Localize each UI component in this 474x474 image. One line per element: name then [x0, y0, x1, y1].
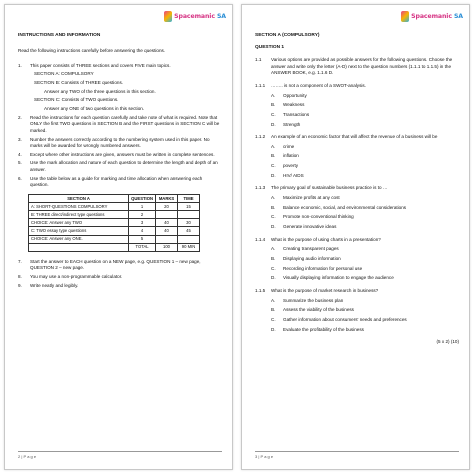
table-cell: CHOICE: Answer any TWO [29, 219, 129, 227]
table-cell: 30 [178, 219, 200, 227]
item-text [30, 152, 222, 159]
table-header-row [29, 195, 200, 203]
option-text: Recording information for personal use [283, 265, 363, 271]
answer-option [255, 307, 459, 314]
option-text: Assess the viability of the business [283, 307, 354, 313]
option-text: Visually displaying information to engage the audience [283, 275, 394, 281]
table-row [29, 227, 200, 235]
option-letter: A. [271, 195, 276, 201]
answer-option [255, 327, 459, 334]
instruction-item [18, 89, 222, 96]
option-text: poverty [283, 163, 299, 169]
answer-option [255, 224, 459, 231]
option-text: Maximize profits at any cost [283, 195, 340, 201]
table-cell: CHOICE: Answer any ONE. [29, 235, 129, 243]
brand-logo [401, 9, 463, 23]
option-letter: A. [271, 246, 276, 252]
answer-option [255, 298, 459, 305]
option-letter: B. [271, 204, 276, 210]
item-text [30, 274, 222, 281]
item-number: 1. [18, 62, 22, 68]
table-cell: 4 [129, 227, 156, 235]
question-block [255, 237, 459, 282]
table-cell: 1 [129, 203, 156, 211]
table-header-cell: SECTION A [29, 195, 129, 203]
page-footer: 2 | P a g e [18, 451, 222, 459]
table-row [29, 235, 200, 243]
question-text: An example of an economic factor that will affect the revenue of a business will be [271, 134, 438, 140]
question-row [255, 237, 459, 244]
item-line: SECTION A: COMPULSORY [34, 71, 94, 77]
item-line: Read the instructions for each question carefully and take note of what is required. Note that ONLY the first TWO questions in SECTION B and the FIRST questions in SECTION C will be marked. [30, 114, 220, 133]
answer-option [255, 163, 459, 170]
question-number: 1.1 [255, 56, 262, 62]
instruction-list-continued [18, 259, 222, 290]
section-heading: SECTION A (COMPULSORY) [255, 33, 320, 38]
option-letter: A. [271, 143, 276, 149]
question-1-1 [255, 57, 459, 77]
answer-option [255, 214, 459, 221]
question-text: The primary goal of sustainable business practice is to … [271, 185, 388, 191]
item-line: Use the table below as a guide for marking and time allocation when answering each question. [30, 175, 203, 188]
item-line: You may use a non-programmable calculator. [30, 274, 123, 280]
option-letter: C. [271, 265, 276, 271]
allocation-table [28, 194, 200, 252]
table-cell: 2 [129, 211, 156, 219]
mark-allocation: (5 x 2) (10) [436, 339, 459, 345]
question-text: …….. is not a component of a SWOT-analysis. [271, 82, 366, 88]
item-text [30, 283, 222, 290]
answer-option [255, 205, 459, 212]
question-block [255, 83, 459, 128]
item-line: SECTION B: Consists of THREE questions. [34, 79, 124, 85]
option-letter: D. [271, 121, 276, 127]
question-text: What is the purpose of market research in business? [271, 288, 379, 293]
question-heading: QUESTION 1 [255, 44, 285, 50]
table-row [29, 243, 200, 251]
item-line: Answer any ONE of two questions in this section. [44, 105, 145, 111]
table-cell: 90 MIN [178, 243, 200, 251]
question-list [255, 83, 459, 333]
option-text: Balance economic, social, and environmental considerations [283, 204, 407, 210]
option-text: inflation [283, 153, 299, 159]
instruction-item [18, 152, 222, 159]
item-text [34, 80, 222, 87]
question-block [255, 134, 459, 179]
option-letter: A. [271, 92, 276, 98]
option-letter: C. [271, 316, 276, 322]
option-letter: B. [271, 307, 276, 313]
table-cell: A: SHORT-QUESTIONS COMPULSORY [29, 203, 129, 211]
question-number: 1.1.5 [255, 288, 266, 293]
question-row [255, 185, 459, 192]
logo-text: Spacemanic [411, 12, 452, 20]
instruction-item [18, 63, 222, 70]
table-header-cell: MARKS [156, 195, 178, 203]
question-number: 1.1.1 [255, 82, 266, 88]
item-line: Start the answer to EACH question on a NEW page, e.g. QUESTION 1 – new page, QUESTION 2 – new page. [30, 258, 201, 271]
table-cell [156, 235, 178, 243]
item-line: Except where other instructions are given, answers must be written in complete sentences. [30, 151, 215, 157]
option-letter: B. [271, 256, 276, 262]
question-block [255, 288, 459, 333]
page-2 [4, 4, 233, 470]
answer-option [255, 317, 459, 324]
item-text [34, 71, 222, 78]
brand-logo [164, 9, 226, 23]
logo-icon [401, 11, 409, 22]
question-row [255, 83, 459, 90]
item-number: 3. [18, 136, 22, 142]
option-letter: D. [271, 172, 276, 178]
table-cell [178, 235, 200, 243]
question-number: 1.1.2 [255, 134, 266, 140]
table-cell: 5 [129, 235, 156, 243]
table-cell: B: THREE direct/indirect type questions [29, 211, 129, 219]
option-text: HIV/ AIDS [283, 172, 304, 178]
option-text: Creating transparent pages [283, 246, 339, 252]
item-number: 6. [18, 175, 22, 181]
answer-option [255, 246, 459, 253]
question-block [255, 185, 459, 230]
answer-option [255, 195, 459, 202]
item-text [44, 89, 222, 96]
item-text [30, 176, 222, 189]
answer-option [255, 102, 459, 109]
option-text: Generate innovative ideas [283, 224, 337, 230]
page-3-content [255, 33, 459, 346]
table-cell [29, 243, 129, 251]
table-row [29, 203, 200, 211]
instruction-item [18, 80, 222, 87]
instruction-item [18, 115, 222, 135]
table-row [29, 219, 200, 227]
answer-option [255, 112, 459, 119]
answer-option [255, 144, 459, 151]
table-row [29, 211, 200, 219]
option-letter: C. [271, 214, 276, 220]
instruction-list [18, 63, 222, 190]
option-letter: D. [271, 275, 276, 281]
option-text: crime [283, 143, 295, 149]
instruction-item [18, 176, 222, 189]
question-row [255, 134, 459, 141]
table-cell [178, 211, 200, 219]
question-number: 1.1.3 [255, 185, 266, 191]
table-cell: 100 [156, 243, 178, 251]
option-letter: C. [271, 111, 276, 117]
item-text [34, 97, 222, 104]
option-text: Promote non-conventional thinking [283, 214, 354, 220]
table-header-cell: TIME [178, 195, 200, 203]
page-heading: INSTRUCTIONS AND INFORMATION [18, 33, 101, 38]
table-cell: 20 [156, 203, 178, 211]
instruction-item [18, 97, 222, 104]
option-text: Gather information about consumers' needs and preferences [283, 316, 407, 322]
option-letter: C. [271, 163, 276, 169]
item-line: This paper consists of THREE sections and covers FIVE main topics. [30, 62, 171, 68]
item-number: 4. [18, 151, 22, 157]
item-number: 5. [18, 160, 22, 166]
item-number: 9. [18, 282, 22, 288]
instruction-item [18, 137, 222, 150]
table-cell: 45 [178, 227, 200, 235]
answer-option [255, 153, 459, 160]
option-letter: D. [271, 224, 276, 230]
page-3 [241, 4, 470, 470]
item-line: Use the mark allocation and nature of each question to determine the length and depth of an answer. [30, 160, 218, 173]
table-cell [156, 211, 178, 219]
page-2-content [18, 33, 222, 291]
item-number: 2. [18, 114, 22, 120]
option-text: Weakness [283, 102, 305, 108]
answer-option [255, 275, 459, 282]
instruction-item [18, 160, 222, 173]
table-cell: 15 [178, 203, 200, 211]
page-footer: 3 | P a g e [255, 451, 459, 459]
instruction-item [18, 71, 222, 78]
table-cell: 40 [156, 227, 178, 235]
instruction-item [18, 106, 222, 113]
option-letter: D. [271, 326, 276, 332]
item-line: SECTION C: Consists of TWO questions. [34, 97, 119, 103]
instruction-item [18, 283, 222, 290]
answer-option [255, 256, 459, 263]
answer-option [255, 266, 459, 273]
item-number: 8. [18, 274, 22, 280]
question-row [255, 288, 459, 295]
logo-accent-text: SA [216, 12, 226, 20]
option-letter: B. [271, 102, 276, 108]
item-text [30, 63, 222, 70]
logo-accent-text: SA [453, 12, 463, 20]
instruction-item [18, 259, 222, 272]
item-text [30, 115, 222, 135]
table-header-cell: QUESTION [129, 195, 156, 203]
option-letter: A. [271, 297, 276, 303]
table-cell: TOTAL [129, 243, 156, 251]
logo-text: Spacemanic [174, 12, 215, 20]
item-line: Write neatly and legibly. [30, 282, 79, 288]
question-text: What is the purpose of using charts in a presentation? [271, 236, 381, 242]
item-text [30, 137, 222, 150]
option-text: Evaluate the profitability of the business [283, 326, 364, 332]
option-letter: B. [271, 153, 276, 159]
question-text: Various options are provided as possible answers for the following questions. Choose the answer and write only the letter (A-D) next to the question numbers (1.1.1 to 1.1.5) in the ANSWER BOOK, e.g. 1.1.6 D. [271, 56, 453, 76]
table-cell: 40 [156, 219, 178, 227]
option-text: Strength [283, 121, 301, 127]
intro-text: Read the following instructions carefully before answering the questions. [18, 47, 166, 53]
table-body [29, 203, 200, 252]
option-text: Summarize the business plan [283, 297, 344, 303]
item-line: Answer any TWO of the three questions in this section. [44, 88, 156, 94]
answer-option [255, 122, 459, 129]
item-line: Number the answers correctly according to the numbering system used in this paper. No marks will be awarded for wrongly numbered answers. [30, 136, 210, 149]
answer-option [255, 173, 459, 180]
question-number: 1.1.4 [255, 236, 266, 242]
table-cell: 3 [129, 219, 156, 227]
option-text: Transactions [283, 111, 310, 117]
item-text [44, 106, 222, 113]
item-text [30, 259, 222, 272]
instruction-item [18, 274, 222, 281]
logo-icon [164, 11, 172, 22]
option-text: Opportunity [283, 92, 307, 98]
answer-option [255, 93, 459, 100]
item-text [30, 160, 222, 173]
table-cell: C: TWO essay type questions [29, 227, 129, 235]
item-number: 7. [18, 258, 22, 264]
option-text: Displaying audio information [283, 256, 341, 262]
